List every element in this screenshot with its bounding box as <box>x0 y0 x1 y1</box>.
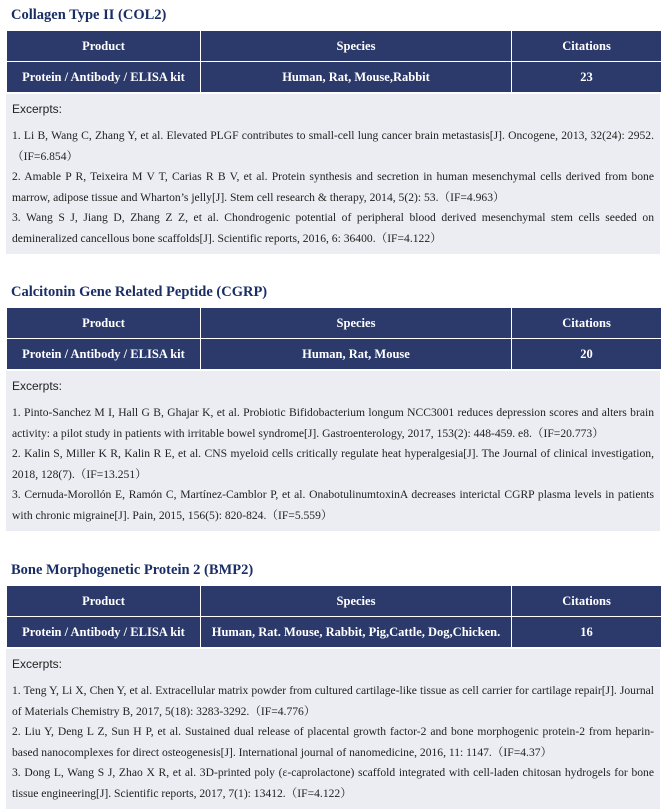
excerpts-box <box>6 94 660 254</box>
cell-species: Human, Rat, Mouse,Rabbit <box>201 62 512 93</box>
section-bmp2 <box>6 561 660 809</box>
header-species: Species <box>201 586 512 617</box>
cell-citations: 16 <box>512 617 662 648</box>
header-citations: Citations <box>512 586 662 617</box>
section-cgrp <box>6 283 660 531</box>
section-title: Bone Morphogenetic Protein 2 (BMP2) <box>11 562 254 578</box>
header-product: Product <box>7 31 201 62</box>
cell-product: Protein / Antibody / ELISA kit <box>7 617 201 648</box>
table-row <box>7 339 662 370</box>
product-table <box>6 585 662 648</box>
table-row <box>7 617 662 648</box>
table-header-row <box>7 31 662 62</box>
reference-item: 2. Liu Y, Deng L Z, Sun H P, et al. Sustained dual release of placental growth factor-2 and bone morphogenic protein-2 from heparin-based nanocomplexes for direct osteogenesis[J]. International journal of nanomedicine, 2016, 11: 1147.（IF=4.37） <box>12 725 654 759</box>
section-title: Calcitonin Gene Related Peptide (CGRP) <box>11 284 268 300</box>
cell-citations: 20 <box>512 339 662 370</box>
cell-product: Protein / Antibody / ELISA kit <box>7 339 201 370</box>
reference-item: 2. Kalin S, Miller K R, Kalin R E, et al. CNS myeloid cells critically regulate heat hyperalgesia[J]. The Journal of clinical investigation, 2018, 128(7).（IF=13.251） <box>12 447 654 481</box>
excerpts-box <box>6 371 660 531</box>
reference-item: 1. Pinto-Sanchez M I, Hall G B, Ghajar K, et al. Probiotic Bifidobacterium longum NCC3001 reduces depression scores and alters brain activity: a pilot study in patients with irritable bowel syndrome[J]. Gastroenterology, 2017, 153(2): 448-459. e8.（IF=20.773） <box>12 406 654 440</box>
header-species: Species <box>201 308 512 339</box>
table-row <box>7 62 662 93</box>
header-citations: Citations <box>512 31 662 62</box>
reference-item: 3. Wang S J, Jiang D, Zhang Z Z, et al. Chondrogenic potential of peripheral blood derived mesenchymal stem cells seeded on demineralized cancellous bone scaffolds[J]. Scientific reports, 2016, 6: 36400.（IF=4.122） <box>12 211 654 245</box>
header-product: Product <box>7 586 201 617</box>
section-col2 <box>6 6 660 254</box>
section-title: Collagen Type II (COL2) <box>11 7 167 23</box>
reference-item: 3. Cernuda-Morollón E, Ramón C, Martínez-Camblor P, et al. OnabotulinumtoxinA decreases interictal CGRP plasma levels in patients with chronic migraine[J]. Pain, 2015, 156(5): 820-824.（IF=5.559） <box>12 488 654 522</box>
excerpts-label: Excerpts: <box>12 379 63 393</box>
excerpts-label: Excerpts: <box>12 102 63 116</box>
header-product: Product <box>7 308 201 339</box>
cell-species: Human, Rat. Mouse, Rabbit, Pig,Cattle, Dog,Chicken. <box>201 617 512 648</box>
excerpts-label: Excerpts: <box>12 657 63 671</box>
cell-citations: 23 <box>512 62 662 93</box>
excerpts-box <box>6 649 660 809</box>
cell-species: Human, Rat, Mouse <box>201 339 512 370</box>
reference-item: 1. Teng Y, Li X, Chen Y, et al. Extracellular matrix powder from cultured cartilage-like tissue as cell carrier for cartilage repair[J]. Journal of Materials Chemistry B, 2017, 5(18): 3283-3292.（IF=4.776） <box>12 684 654 718</box>
header-citations: Citations <box>512 308 662 339</box>
table-header-row <box>7 308 662 339</box>
reference-item: 1. Li B, Wang C, Zhang Y, et al. Elevated PLGF contributes to small-cell lung cancer brain metastasis[J]. Oncogene, 2013, 32(24): 2952.（IF=6.854） <box>12 129 654 163</box>
reference-item: 3. Dong L, Wang S J, Zhao X R, et al. 3D-printed poly (ε-caprolactone) scaffold integrated with cell-laden chitosan hydrogels for bone tissue engineering[J]. Scientific reports, 2017, 7(1): 13412.（IF=4.122） <box>12 766 654 800</box>
reference-item: 2. Amable P R, Teixeira M V T, Carias R B V, et al. Protein synthesis and secretion in human mesenchymal cells derived from bone marrow, adipose tissue and Wharton’s jelly[J]. Stem cell research & therapy, 2014, 5(2): 53.（IF=4.963） <box>12 170 654 204</box>
table-header-row <box>7 586 662 617</box>
product-table <box>6 30 662 93</box>
header-species: Species <box>201 31 512 62</box>
cell-product: Protein / Antibody / ELISA kit <box>7 62 201 93</box>
product-table <box>6 307 662 370</box>
